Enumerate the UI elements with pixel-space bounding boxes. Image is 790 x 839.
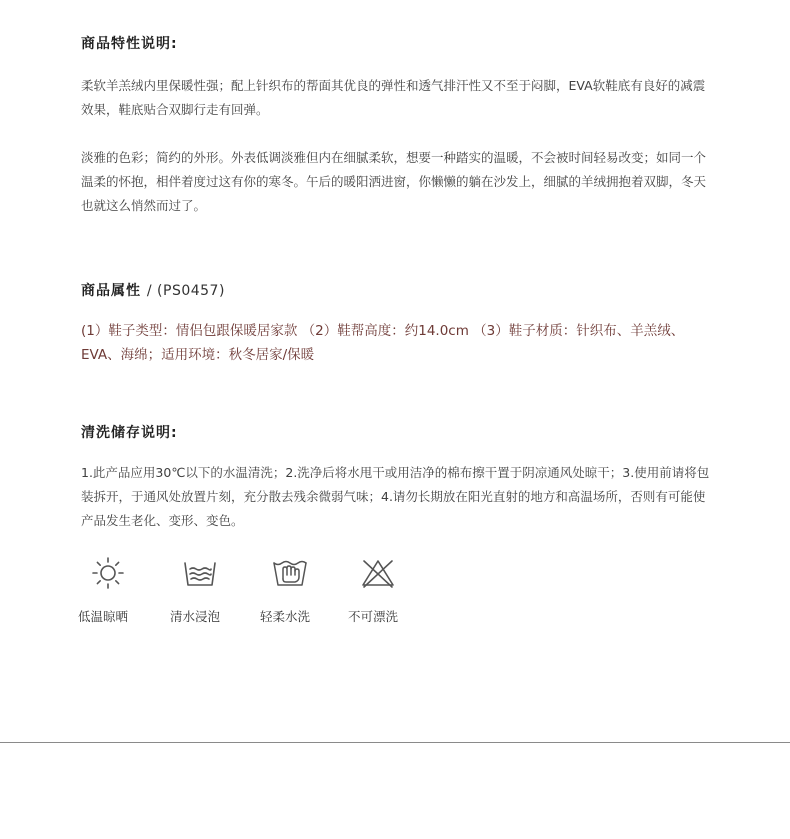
care-label: 轻柔水洗 xyxy=(260,609,311,624)
care-label: 清水浸泡 xyxy=(170,609,221,624)
care-label: 不可漂洗 xyxy=(348,609,399,624)
features-title: 商品特性说明: xyxy=(81,36,178,52)
attributes-title-text: 商品属性 xyxy=(81,283,141,299)
water-basin-icon xyxy=(182,555,218,591)
care-title: 清洗储存说明: xyxy=(81,425,178,441)
care-label: 低温晾晒 xyxy=(78,609,129,624)
features-paragraph-1: 柔软羊羔绒内里保暖性强；配上针织布的帮面其优良的弹性和透气排汗性又不至于闷脚，EVA软鞋底有良好的减震效果，鞋底贴合双脚行走有回弹。 xyxy=(81,78,706,117)
attributes-text: (1）鞋子类型：情侣包跟保暖居家款 （2）鞋帮高度：约14.0cm （3）鞋子材质：针织布、羊羔绒、EVA、海绵；适用环境：秋冬居家/保暖 xyxy=(81,323,685,363)
attributes-product-code: / (PS0457) xyxy=(146,283,225,299)
care-item-hand-wash xyxy=(260,553,324,633)
care-item-soak xyxy=(170,553,234,633)
hand-wash-icon xyxy=(272,555,308,591)
no-wash-icon xyxy=(360,555,396,591)
features-paragraph-2: 淡雅的色彩；简约的外形。外表低调淡雅但内在细腻柔软，想要一种踏实的温暖，不会被时间轻易改变；如同一个温柔的怀抱，相伴着度过这有你的寒冬。午后的暖阳洒进窗，你懒懒的躺在沙发上，细腻的羊绒拥抱着双脚，冬天也就这么悄然而过了。 xyxy=(81,150,707,213)
care-icons xyxy=(78,553,438,633)
bottom-divider xyxy=(0,742,790,743)
care-text: 1.此产品应用30℃以下的水温清洗；2.洗净后将水甩干或用洁净的棉布擦干置于阴凉通风处晾干；3.使用前请将包装拆开，于通风处放置片刻，充分散去残余微弱气味；4.请勿长期放在阳光直射的地方和高温场所，否则有可能使产品发生老化、变形、变色。 xyxy=(81,465,710,528)
care-item-low-temp-dry xyxy=(78,553,142,633)
care-item-no-bleach xyxy=(348,553,412,633)
attributes-title xyxy=(81,280,225,300)
sun-icon xyxy=(90,555,126,591)
